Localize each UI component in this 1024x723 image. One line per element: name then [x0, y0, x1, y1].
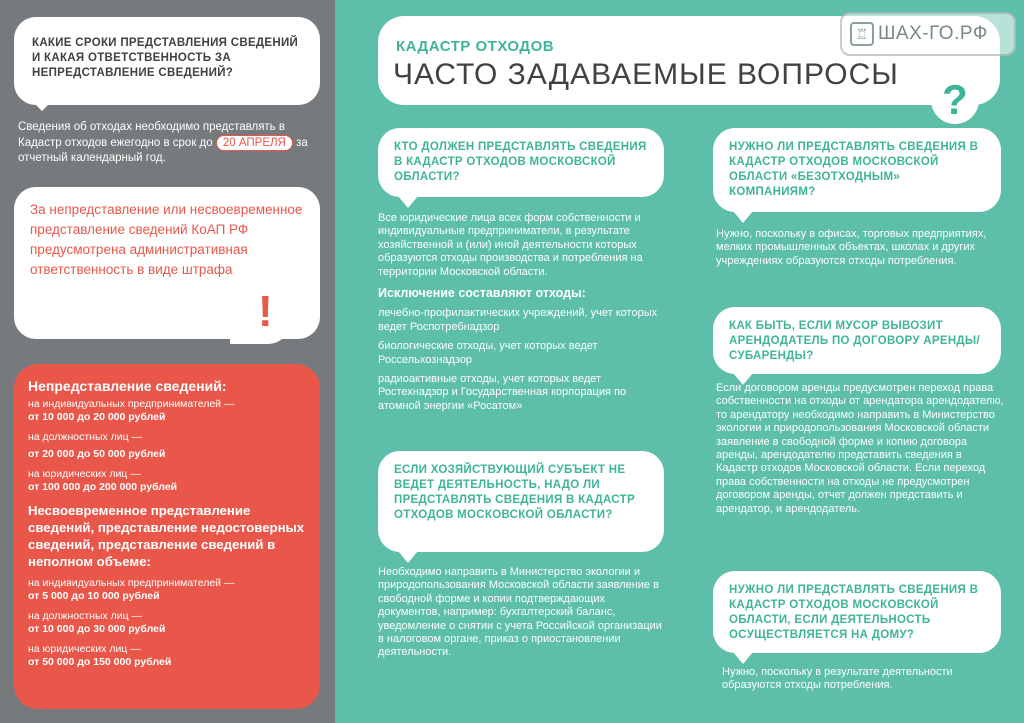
fine-label: на индивидуальных предпринимателей —: [28, 398, 235, 410]
faq-question-text: НУЖНО ЛИ ПРЕДСТАВЛЯТЬ СВЕДЕНИЯ В КАДАСТР ОТХОДОВ МОСКОВСКОЙ ОБЛАСТИ, ЕСЛИ ДЕЯТЕЛЬНОСТЬ ОСУЩЕСТВЛЯЕТСЯ НА ДОМУ?: [729, 584, 979, 641]
watermark-text: ШАХ-ГО.РФ: [878, 23, 988, 44]
deadline-text-a: Сведения об отходах необходимо представлять в Кадастр отходов ежегодно в срок до: [18, 121, 285, 149]
faq-question-wasteless: [713, 128, 1001, 212]
faq-question-text: КТО ДОЛЖЕН ПРЕДСТАВЛЯТЬ СВЕДЕНИЯ В КАДАСТР ОТХОДОВ МОСКОВСКОЙ ОБЛАСТИ?: [394, 141, 647, 183]
faq-answer-text: Если договором аренды предусмотрен переход права собственности на отходы от арендатора арендодателю, то арендатору необходимо направить в Министерство экологии и природопользования Московской области заявление в свободной форме и копию договора аренды, арендодателю представить сведения в Кадастр отходов Московской области. Если переход права собственности на отходы не предусмотрен договором аренды, отчет должен представить и арендатор, и арендодатель.: [716, 382, 1004, 515]
deadline-date-badge: 20 АПРЕЛЯ: [216, 135, 293, 151]
fine-label: на юридических лиц —: [28, 468, 141, 480]
bubble-tail: [398, 551, 418, 563]
faq-question-home: [713, 571, 1001, 653]
exclamation-icon: !: [258, 287, 273, 336]
exception-list: [378, 307, 668, 413]
faq-answer-text: Нужно, поскольку в результате деятельности образуются отходы потребления.: [722, 666, 953, 692]
faq-question-lease: [713, 307, 1001, 374]
faq-answer-text: Все юридические лица всех форм собственности и индивидуальные предприниматели, в результате хозяйственной и (или) иной деятельности которых образуются отходы производства и потребления на территории Московской области.: [378, 212, 643, 278]
fine-label: на должностных лиц —: [28, 610, 143, 622]
faq-answer-text: Нужно, поскольку в офисах, торговых предприятиях, мелких промышленных объектах, школах и других учреждениях образуются отходы потребления.: [716, 228, 987, 267]
question-mark-icon: ?: [931, 76, 979, 124]
fine-value: от 100 000 до 200 000 рублей: [28, 481, 178, 493]
watermark: [840, 12, 1016, 56]
faq-answer-inactive: [378, 566, 668, 660]
fine-value: от 10 000 до 20 000 рублей: [28, 411, 166, 423]
faq-question-inactive: [378, 451, 664, 552]
emblem-icon: ♖: [850, 22, 874, 46]
faq-question-text: ЕСЛИ ХОЗЯЙСТВУЮЩИЙ СУБЪЕКТ НЕ ВЕДЕТ ДЕЯТЕЛЬНОСТЬ, НАДО ЛИ ПРЕДСТАВЛЯТЬ СВЕДЕНИЯ В КАДАСТР ОТХОДОВ МОСКОВСКОЙ ОБЛАСТИ?: [394, 464, 635, 521]
faq-answer-home: [722, 666, 1002, 693]
deadline-question: КАКИЕ СРОКИ ПРЕДСТАВЛЕНИЯ СВЕДЕНИЙ И КАКАЯ ОТВЕТСТВЕННОСТЬ ЗА НЕПРЕДСТАВЛЕНИЕ СВЕДЕНИЙ?: [32, 37, 299, 79]
fines-heading-1: Непредставление сведений:: [28, 378, 227, 394]
fine-value: от 20 000 до 50 000 рублей: [28, 448, 166, 460]
list-item: радиоактивные отходы, учет которых ведет Ростехнадзор и Государственная корпорация по атомной энергии «Росатом»: [378, 373, 627, 412]
faq-answer-lease: [716, 382, 1006, 516]
deadline-text-b: за отчетный календарный год.: [18, 137, 308, 164]
liability-text: За непредставление или несвоевременное представление сведений КоАП РФ предусмотрена административная ответственность в виде штрафа: [30, 202, 303, 277]
fine-label: на юридических лиц —: [28, 643, 141, 655]
header-subtitle: КАДАСТР ОТХОДОВ: [396, 38, 555, 55]
list-item: биологические отходы, учет которых ведет Россельхознадзор: [378, 340, 598, 366]
faq-answer-text: Необходимо направить в Министерство экологии и природопользования Московской области заявление в свободной форме и копии подтверждающих документов, например: бухгалтерский баланс, уведомление о снятии с учета Российской организации в налоговом органе, приказ о приостановлении деятельности.: [378, 566, 662, 659]
deadline-text: [18, 120, 318, 166]
faq-answer-who: [378, 212, 668, 419]
fines-panel: [14, 364, 320, 709]
fine-value: от 50 000 до 150 000 рублей: [28, 656, 172, 668]
fine-label: на должностных лиц —: [28, 431, 143, 443]
faq-question-text: НУЖНО ЛИ ПРЕДСТАВЛЯТЬ СВЕДЕНИЯ В КАДАСТР ОТХОДОВ МОСКОВСКОЙ ОБЛАСТИ «БЕЗОТХОДНЫМ» КОМПАНИЯМ?: [729, 141, 979, 198]
fine-value: от 5 000 до 10 000 рублей: [28, 590, 160, 602]
list-item: лечебно-профилактических учреждений, учет которых ведет Роспотребнадзор: [378, 307, 658, 333]
faq-question-text: КАК БЫТЬ, ЕСЛИ МУСОР ВЫВОЗИТ АРЕНДОДАТЕЛЬ ПО ДОГОВОРУ АРЕНДЫ/СУБАРЕНДЫ?: [729, 320, 980, 362]
fine-label: на индивидуальных предпринимателей —: [28, 577, 235, 589]
fines-heading-2: Несвоевременное представление сведений, представление недостоверных сведений, представление сведений в неполном объеме:: [28, 503, 305, 569]
fine-value: от 10 000 до 30 000 рублей: [28, 623, 166, 635]
page-title: ЧАСТО ЗАДАВАЕМЫЕ ВОПРОСЫ: [393, 58, 899, 91]
bubble-tail: [30, 99, 54, 111]
bubble-tail: [733, 211, 753, 223]
exception-heading: Исключение составляют отходы:: [378, 286, 586, 301]
bubble-tail: [398, 196, 418, 208]
liability-bubble: [14, 187, 320, 339]
bubble-tail: [733, 652, 753, 664]
faq-question-who: [378, 128, 664, 197]
deadline-question-bubble: [14, 17, 320, 105]
faq-answer-wasteless: [716, 228, 1006, 268]
